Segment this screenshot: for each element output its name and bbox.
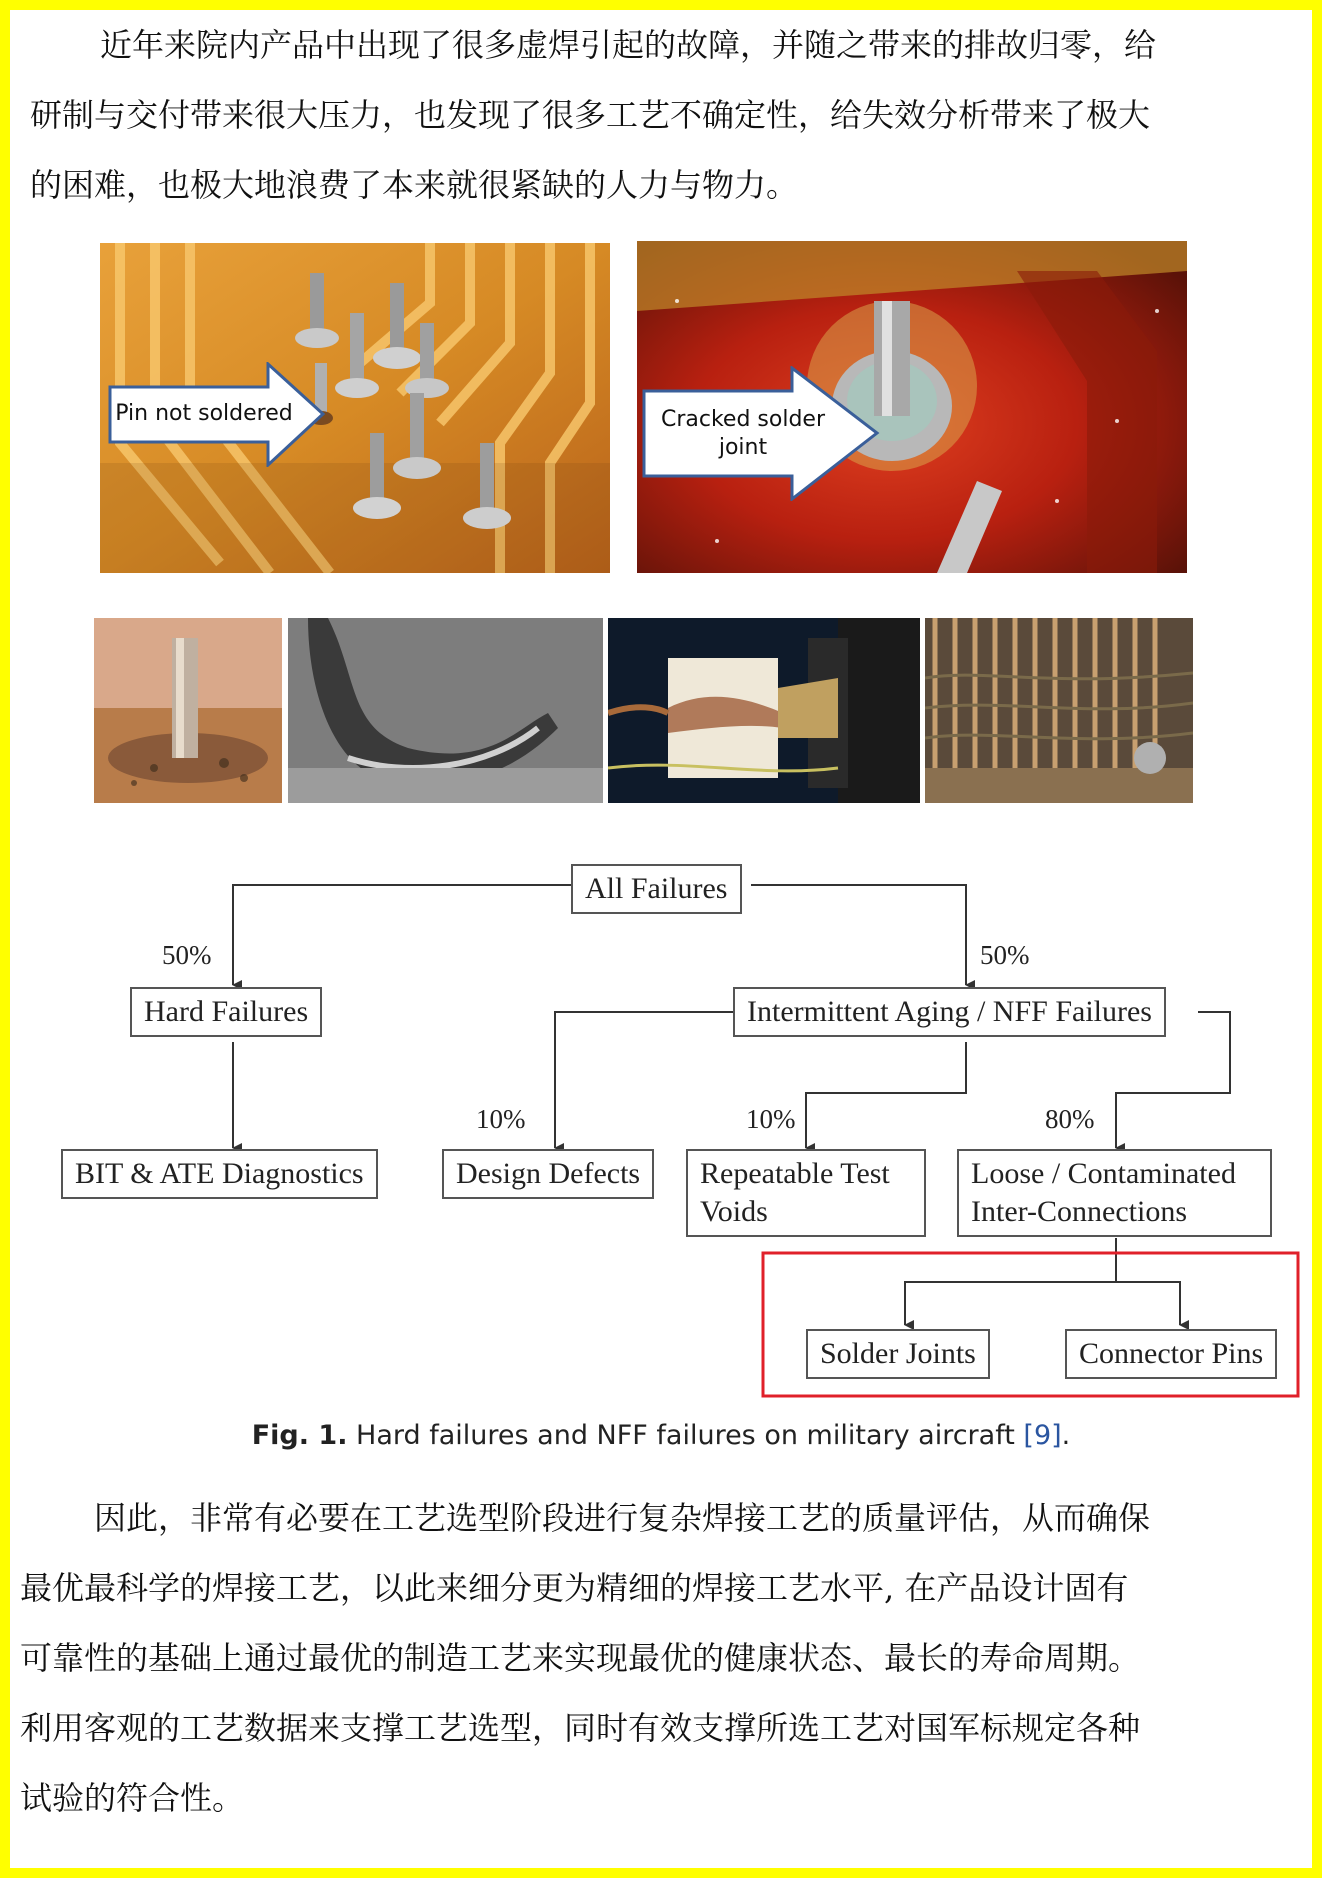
node-bit-ate-diagnostics: BIT & ATE Diagnostics xyxy=(61,1149,378,1199)
node-hard-failures: Hard Failures xyxy=(130,987,322,1037)
photo-solder-crack-macro xyxy=(288,618,603,803)
node-connector-pins: Connector Pins xyxy=(1065,1329,1277,1379)
connector-intermittent-to-repeatable xyxy=(806,1042,966,1148)
photo-corroded-pin xyxy=(94,618,282,803)
node-repeatable-line1: Repeatable Test xyxy=(700,1157,890,1190)
intro-line-1: 近年来院内产品中出现了很多虚焊引起的故障，并随之带来的排故归零，给 xyxy=(100,26,1157,64)
connector-all-to-intermittent xyxy=(751,885,966,985)
callout-label-cracked-solder-line2: joint xyxy=(718,435,768,460)
callout-arrow-cracked-solder xyxy=(642,366,882,501)
connector-loose-to-children xyxy=(905,1238,1116,1325)
conclusion-line-2: 最优最科学的焊接工艺，以此来细分更为精细的焊接工艺水平, 在产品设计固有 xyxy=(20,1569,1129,1607)
node-design-defects: Design Defects xyxy=(442,1149,654,1199)
caption-end: . xyxy=(1061,1420,1071,1451)
intro-line-2: 研制与交付带来很大压力，也发现了很多工艺不确定性，给失效分析带来了极大 xyxy=(30,96,1151,134)
callout-label-cracked-solder-line1: Cracked solder xyxy=(660,407,825,432)
intro-paragraph xyxy=(30,10,1292,220)
node-solder-joints: Solder Joints xyxy=(806,1329,990,1379)
pct-hard-failures: 50% xyxy=(162,940,212,970)
node-intermittent-aging: Intermittent Aging / NFF Failures xyxy=(733,987,1166,1037)
pct-loose: 80% xyxy=(1045,1104,1095,1134)
pct-design-defects: 10% xyxy=(476,1104,526,1134)
conclusion-line-5: 试验的符合性。 xyxy=(20,1779,245,1817)
node-repeatable-line2: Voids xyxy=(700,1195,768,1228)
figure-caption xyxy=(0,1420,1322,1451)
callout-label-pin-not-soldered: Pin not soldered xyxy=(115,401,293,426)
node-all-failures: All Failures xyxy=(571,864,742,914)
caption-text: Hard failures and NFF failures on military aircraft xyxy=(347,1420,1024,1451)
connector-intermittent-to-design xyxy=(555,1012,735,1148)
node-repeatable-test-voids xyxy=(686,1149,926,1237)
caption-reference: [9] xyxy=(1023,1420,1062,1451)
node-loose-line1: Loose / Contaminated xyxy=(971,1157,1236,1190)
caption-fig-label: Fig. 1. xyxy=(251,1420,348,1451)
node-loose-interconnections xyxy=(957,1149,1272,1237)
connector-loose-to-connector xyxy=(1116,1282,1180,1325)
node-loose-line2: Inter-Connections xyxy=(971,1195,1188,1228)
pct-repeatable: 10% xyxy=(746,1104,796,1134)
failure-tree-diagram xyxy=(0,850,1322,1410)
callout-arrow-pin-not-soldered xyxy=(108,362,328,467)
conclusion-paragraph xyxy=(20,1483,1302,1833)
photo-connector-wire xyxy=(608,618,920,803)
conclusion-line-1: 因此，非常有必要在工艺选型阶段进行复杂焊接工艺的质量评估，从而确保 xyxy=(94,1499,1151,1537)
pct-intermittent: 50% xyxy=(980,940,1030,970)
intro-line-3: 的困难，也极大地浪费了本来就很紧缺的人力与物力。 xyxy=(30,166,799,204)
conclusion-line-3: 可靠性的基础上通过最优的制造工艺来实现最优的健康状态、最长的寿命周期。 xyxy=(20,1639,1141,1677)
photo-wire-wrap-pins xyxy=(925,618,1193,803)
connector-all-to-hard xyxy=(233,885,571,985)
conclusion-line-4: 利用客观的工艺数据来支撑工艺选型，同时有效支撑所选工艺对国军标规定各种 xyxy=(20,1709,1141,1747)
